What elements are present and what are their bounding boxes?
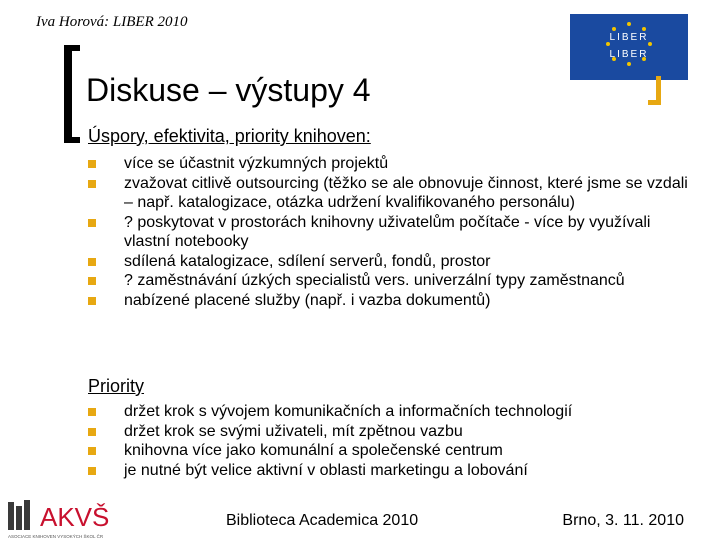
bullet-square-icon [88,277,96,285]
priority-list [88,402,688,480]
bullet-square-icon [88,160,96,168]
section-heading-priority: Priority [88,376,145,396]
title-bracket-right [648,76,661,105]
bullet-square-icon [88,219,96,227]
liber-logo-text-top: LIBER [609,32,649,43]
bullet-square-icon [88,297,96,305]
footer-date: Brno, 3. 11. 2010 [562,512,684,529]
list-item: nabízené placené služby (např. i vazba dokumentů) [88,291,688,311]
akvs-logo-text: AKVŠ [40,502,110,532]
bullet-square-icon [88,408,96,416]
slide-title: Diskuse – výstupy 4 [86,72,371,108]
list-item: více se účastnit výzkumných projektů [88,154,688,174]
savings-list [88,154,688,310]
list-item: zvažovat citlivě outsourcing (těžko se ale obnovuje činnost, které jsme se vzdali – např. katalogizace, otázka udržení kvalifikovaného personálu) [88,174,688,213]
title-bracket-left [64,45,80,143]
akvs-logo-subtext: ASOCIACE KNIHOVEN VYSOKÝCH ŠKOL ČR [8,534,104,539]
section-heading-savings: Úspory, efektivita, priority knihoven: [88,126,371,146]
akvs-logo [4,496,128,540]
list-item: je nutné být velice aktivní v oblasti marketingu a lobování [88,461,688,481]
liber-logo-text-bottom: LIBER [609,49,649,60]
list-item: sdílená katalogizace, sdílení serverů, fondů, prostor [88,252,688,272]
footer-event: Biblioteca Academica 2010 [226,512,419,529]
liber-logo [570,14,688,80]
list-item: držet krok se svými uživateli, mít zpětnou vazbu [88,422,688,442]
header-author: Iva Horová: LIBER 2010 [36,14,188,30]
bullet-square-icon [88,428,96,436]
bullet-square-icon [88,180,96,188]
list-item: držet krok s vývojem komunikačních a informačních technologií [88,402,688,422]
bullet-square-icon [88,467,96,475]
bullet-square-icon [88,258,96,266]
list-item: knihovna více jako komunální a společenské centrum [88,441,688,461]
list-item: ? zaměstnávání úzkých specialistů vers. univerzální typy zaměstnanců [88,271,688,291]
list-item: ? poskytovat v prostorách knihovny uživatelům počítače - více by využívali vlastní notebooky [88,213,688,252]
bullet-square-icon [88,447,96,455]
